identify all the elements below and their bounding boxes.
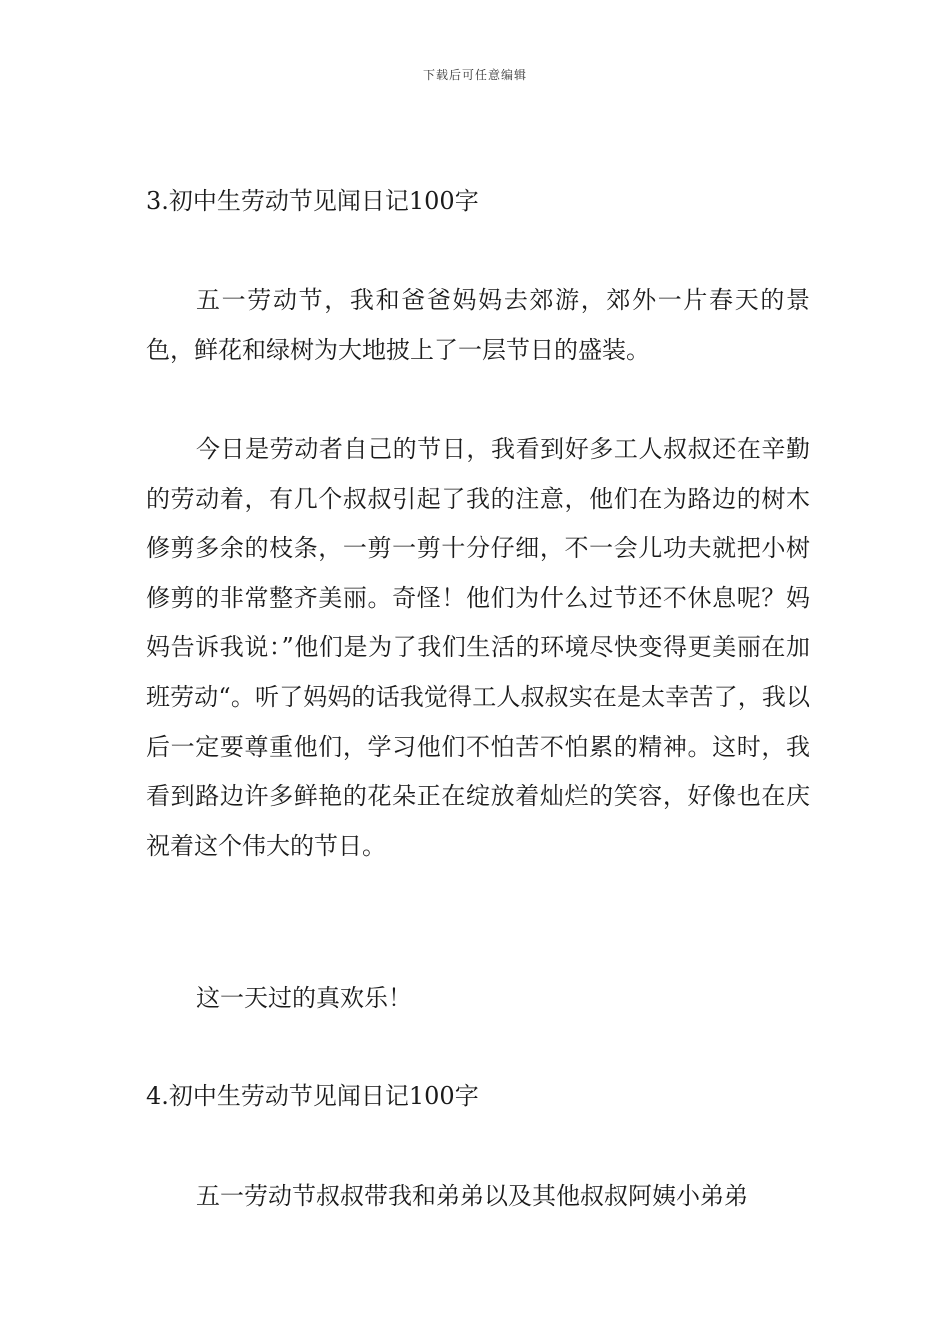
section-heading: 3.初中生劳动节见闻日记100字: [146, 187, 479, 215]
paragraph: 五一劳动节叔叔带我和弟弟以及其他叔叔阿姨小弟弟: [196, 1182, 748, 1210]
paragraph: 今日是劳动者自己的节日，我看到好多工人叔叔还在辛勤的劳动着，有几个叔叔引起了我的注意，他们在为路边的树木修剪多余的枝条，一剪一剪十分仔细，不一会儿功夫就把小树修剪的非常整齐美丽。奇怪！他们为什么过节还不休息呢？妈妈告诉我说：”他们是为了我们生活的环境尽快变得更美丽在加班劳动“。听了妈妈的话我觉得工人叔叔实在是太幸苦了，我以后一定要尊重他们，学习他们不怕苦不怕累的精神。这时，我看到路边许多鲜艳的花朵正在绽放着灿烂的笑容，好像也在庆祝着这个伟大的节日。: [146, 435, 810, 860]
paragraph: 五一劳动节，我和爸爸妈妈去郊游，郊外一片春天的景色，鲜花和绿树为大地披上了一层节日的盛装。: [146, 286, 810, 364]
section-heading: 4.初中生劳动节见闻日记100字: [146, 1082, 479, 1110]
page-header-note: 下载后可任意编辑: [422, 68, 527, 82]
paragraph: 这一天过的真欢乐！: [196, 984, 412, 1012]
